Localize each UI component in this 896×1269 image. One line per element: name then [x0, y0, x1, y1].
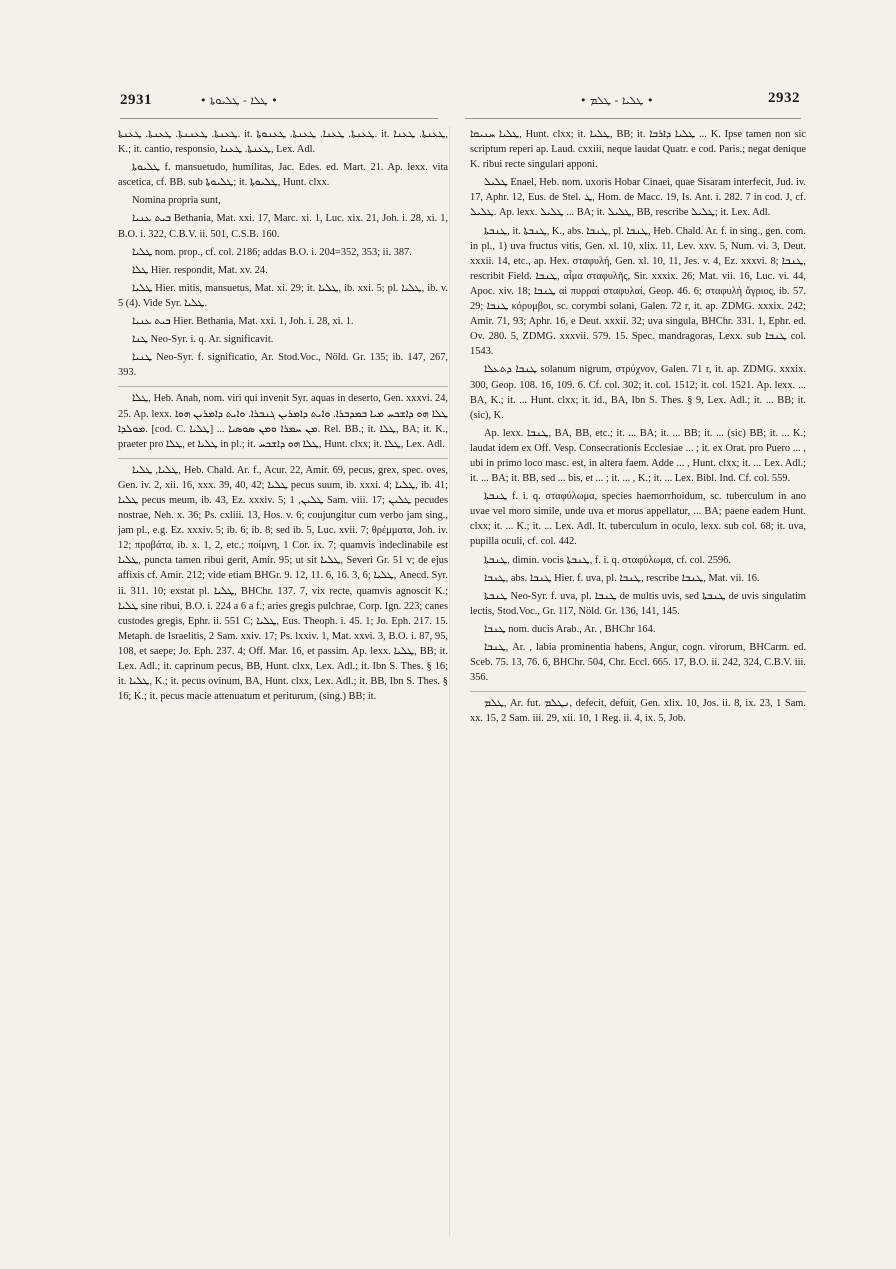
column-gutter: [449, 126, 450, 1236]
entry-paragraph: ܛܠܝܐ nom. prop., cf. col. 2186; addas B.O. i. 204=352, 353; ii. 387.: [132, 246, 412, 258]
header-rule-right: [465, 118, 801, 119]
entry-paragraph: ܛܢܒܬܐ, it. ܛܢܒܬܐ, K., abs. ܛܢܒܐ, pl. ܛܢܒܐ, Heb. Chald. Ar. f. in sing., gen. com. in pl., 1) uva fructus vitis, Gen. xl. 10, xlix. 11, Lev. xxv. 5, Num. vi. 3, Deut. xxxii. 14, etc., ap. Hex. σταφυλή, Gen. xl. 10, 11, Jes. v. 4, Ez. xxxvi. 8; ܛܢܒܐ, rescribit Field. ܛܢܒܐ, αἷμα σταφυλῆς, Sir. xxxix. 26; Mat. vii. 16, Luc. vi. 44, Apoc. xiv. 18; ܛܢܒܐ αἱ πυρραὶ σταφυλαί, Geop. 46. 6; σταφυλὴ ἄγριος, ib. 57. 29; ܛܢܒܐ κόρυμβοι, sc. corymbi solani, Galen. 72 r, it. ap. ZDMG. xxxix. 242; Amir. 71, 93; Aphr. 16, e Deut. xxxii. 32; uva singula, BHChr. 331. 1, Ephr. ed. Ov. 280. 5, ZDMG. xxxvii. 579. 15. Spec. mandragoras, Lexx. sub ܛܢܒܐ col. 1543.: [470, 225, 806, 358]
right-column: [470, 127, 806, 1227]
entry-paragraph: Nomina propria sunt,: [132, 195, 221, 207]
entry-paragraph: ܛܠܝܐ Hier. mitis, mansuetus, Mat. xi. 29; it. ܛܠܝܐ, ib. xxi. 5; pl. ܛܠܝܐ, ib. v. 5 (4). Vide Syr. ܛܠܝܐ.: [118, 282, 448, 309]
entry-paragraph: ܛܥܢܬܐ. ܛܥܢܢܬܐ. ܛܥܢܬܐ. ܛܥܢܬܐ. it. ܛܥܢܬܐ. ܛܥܢܐ. ܛܥܢܬܐ. ܛܥܢܘܬܐ. it. ܛܥܢܬܐ. ܛܥܢܐ, K.; it. cantio, responsio, ܛܥܢܬܐ. ܛܥܢܐ, Lex. Adl.: [118, 129, 448, 156]
entry-paragraph: ܒܝܬ ܥܢܝܐ Bethania, Mat. xxi. 17, Marc. xi. 1, Luc. xix. 21, Joh. i. 28, xi. 1, B.O. i. 322, C.B.V. ii. 501, C.S.B. 160.: [118, 213, 448, 240]
page-header: [0, 0, 896, 108]
entry-paragraph: ܛܢܒܬܐ, dimin. vocis ܛܢܒܬܐ, f. i. q. σταφύλωμα, cf. col. 2596.: [484, 554, 732, 566]
header-rule-left: [120, 118, 438, 119]
right-running-title: • ܛܠܝܐ - ܛܠܡ •: [580, 94, 654, 107]
entry-paragraph: ܛܠܝܘܬܐ f. mansuetudo, humilitas, Jac. Edes. ed. Mart. 21. Ap. lexx. vita ascetica, cf. BB. sub ܛܠܝܘܬܐ; it. ܛܠܝܘܬܐ, Hunt. clxx.: [118, 162, 448, 189]
entry-paragraph: ܛܠܝܠ Enael, Heb. nom. uxoris Hobar Cinaei, quae Sisaram interfecit, Jud. iv. 17, Aphr. 12, Eus. de Stel. ܛ, Hom. de Macc. 19, Is. Ant. i. 282. 7 in cod. J, cf. ܛܠܝܠ. Ap. lexx. ܛܠܝܠ ... BA; it. ܛܠܝܠ, BB, rescribe ܛܠܝܠ; it. Lex. Adl.: [470, 177, 806, 219]
entry-paragraph: ܛܢܒܐ, abs. ܛܢܒܐ Hier. f. uva, pl. ܛܢܒܐ, rescribe ܛܢܒܐ, Mat. vii. 16.: [484, 572, 760, 584]
entry-paragraph: ܛܢܝܐ Neo-Syr. f. significatio, Ar. Stod.Voc., Nöld. Gr. 135; ib. 147, 267, 393.: [118, 352, 448, 379]
entry-paragraph: ܛܢܐ Neo-Syr. i. q. Ar. significavit.: [132, 334, 274, 346]
entry-paragraph: ܛܢܒܐ ܕܬܥܠܐ solanum nigrum, στρύχνον, Galen. 71 r, it. ap. ZDMG. xxxix. 300, Geop. 108. 16, 109. 6. Cf. col. 302; it. col. 1512; it. col. 1521. Ap. lexx. ... BA, K.; it. ... Hunt. clxx; it. id., BA, Ibn S. Thes. § 9, Lex. Adl.; it. ... BB; it. (sic), K.: [470, 364, 806, 421]
entry-paragraph: Ap. lexx. ܛܢܒܐ, BA, BB, etc.; it. ... BA; it. ... BB; it. ... (sic) BB; it. ... K.; laudat idem ex Off. Vesp. Consecrationis Ecclesiae ... ; it. ex Orat. pro Puero ... , ubi in primo loco masc. est, in altera faem. Adde ... , Hunt. clxx; it. ... Lex. Adl.; it. ... BA; it. BB, sed ... bis, et ... ; it. ... , K.; it. ... Lex. Bibl. Ind. Cf. col. 559.: [470, 427, 806, 485]
entry-paragraph: ܛܠܐ Hier. respondit, Mat. xv. 24.: [132, 264, 268, 276]
left-column: [118, 127, 448, 1227]
entry-paragraph: ܛܢܒܬܐ Neo-Syr. f. uva, pl. ܛܢܒܐ de multis uvis, sed ܛܢܒܬܐ de uvis singulatim lectis, Stod.Voc., Gr. 117, Nöld. Gr. 136, 141, 145.: [470, 590, 806, 617]
left-running-title: • ܛܠܐ - ܛܠܝܘܬܐ •: [200, 94, 278, 107]
right-page-number: 2932: [768, 90, 800, 106]
left-page-number: 2931: [120, 92, 152, 108]
entry-paragraph: ܛܢܒܐ, Ar. , labia prominentia habens, Angur, cogn. virorum, BHCarm. ed. Sceb. 75. 13, 76. 6, BHChr. 504, Chr. Eccl. 665. 17, B.O. ii. 242, 324, C.B.V. iii. 356.: [470, 642, 806, 684]
entry-paragraph: ܛܢܒܬܐ f. i. q. σταφύλωμα, species haemorrhoidum, sc. tuberculum in ano uvae vel moro simile, unde uva et morus appellatur, ... BA; paene eadem Hunt. clxx; it. ... K.; it. ... Lex. Adl. It. tuberculum in oculo, lexx. sub col. 68; it. uva, pupilla oculi, cf. col. 442.: [470, 491, 806, 548]
entry-paragraph: ܒܝܬ ܥܢܝܐ Hier. Bethania, Mat. xxi. 1, Joh. i. 28, xi. 1.: [132, 316, 354, 328]
entry-paragraph: ܛܠܐ, Heb. Anah, nom. viri qui invenit Syr. aquas in deserto, Gen. xxxvi. 24, 25. Ap. lexx. ܛܠܐ ܗܘ ܕܐܫܟܚ ܡܝܐ ܒܡܕܒܪܐ. ܘܐܝܬ ܕܐܡܪܝܢ ܓܢܒܪܐ. ܘܐܝܬ ܕܐܡܪܝܢ ܗܘܐ ܡܘܠܕܐ. [cod. C. ܛܠܝܐ] ... ܡܢ ܚܡܪܐ ܘܡܢ ܣܘܣܝܐ. Rel. BB.; it. ܛܠܐ, BA; it. K., praeter pro ܛܠܐ, et ܛܠܝܐ in pl.; it. ܛܠܐ ܗܘ ܕܐܫܟܚ, Hunt. clxx; it. ܛܠܐ, Lex. Adl.: [118, 386, 448, 451]
entry-paragraph: ܛܠܡ, Ar. fut. ܢܛܠܡ, defecit, defuit, Gen. xlix. 10, Jos. ii. 8, ix. 23, 1 Sam. xx. 15, 2 Sam. iii. 29, xii. 10, 1 Reg. ii. 4, ix. 5, Job.: [470, 691, 806, 726]
entry-paragraph: ܛܠܝܐ, ܛܠܝܐ, Heb. Chald. Ar. f., Acur. 22, Amir. 69, pecus, grex, spec. oves, Gen. iv. 2, xii. 16, xxx. 39, 40, 42; ܛܠܝܐ pecus suum, ib. xxxi. 4; ܛܠܝܐ, ib. 41; ܛܠܝܐ pecus meum, ib. 43, Ez. xxxiv. 5; ܛܠܝܢ, 1 Sam. viii. 17; ܛܠܝܢ pecudes nostrae, Neh. x. 36; Ps. cxliii. 13, Hos. v. 6; coujungitur cum verbo jam sing., jam pl., e.g. Ez. xxxiv. 5; ib. 6; ib. 8; sed ib. 5, Luc. xvii. 7; θρέμματα, Joh. iv. 12; προβάτα, ib. x. 1, 2, etc.; ποίμνη, 1 Cor. ix. 7; quamvis indeclinabile est ܛܠܝܐ, puncta tamen ribui gerit, Amir. 95; ut sit ܛܠܝܐ, Severi Gr. 51 v; de ejus affixis cf. Amir. 212; vide etiam BHGr. 9. 12, 11. 6, 16. 3, 6; ܛܠܝܐ, Anecd. Syr. ii. 311. 10; exstat pl. ܛܠܝܐ, BHChr. 137. 7, vix recte, quamvis agnoscit K.; ܛܠܝܐ sine ribui, B.O. i. 224 a 6 a f.; aries gregis pulchrae, Corp. Ign. 223; canes custodes gregis, Ephr. ii. 551 C; ܛܠܝܐ, Eus. Theoph. i. 45. 1; Jo. Eph. 217. 15. Metaph. de Israelitis, 2 Sam. xxiv. 17; Ps. lxxiv. 1, Mat. xxvi. 3, B.O. i. 87, 95, 108, et saepe; Jo. Eph. 237. 4; Off. Mar. 16, et passim. Ap. lexx. ܛܠܝܐ, BB; it. Lex. Adl.; it. caprinum pecus, BB, Hunt. clxx, Lex. Adl.; it. Ibn S. Thes. § 16; it. ܛܠܝܐ, K.; it. pecus ovinum, BA, Hunt. clxx, Lex. Adl.; it. BB, Ibn S. Thes. § 16; K.; it. pecus macie attenuatum et periturum, (sing.) BB; it.: [118, 458, 448, 705]
entry-paragraph: ܛܠܝܐ ܚܢܝܩܐ, Hunt. clxx; it. ܛܠܝܐ, BB; it. ܛܠܝܐ ܕܐܪܒܐ ... K. Ipse tamen non sic scriptum reperi ap. Laud. cxxiii, neque laudat Quatr. e cod. Paris.; negat denique K. ribui recte singulari apponi.: [470, 129, 806, 171]
entry-paragraph: ܛܢܒܐ nom. ducis Arab., Ar. , BHChr 164.: [484, 623, 656, 635]
